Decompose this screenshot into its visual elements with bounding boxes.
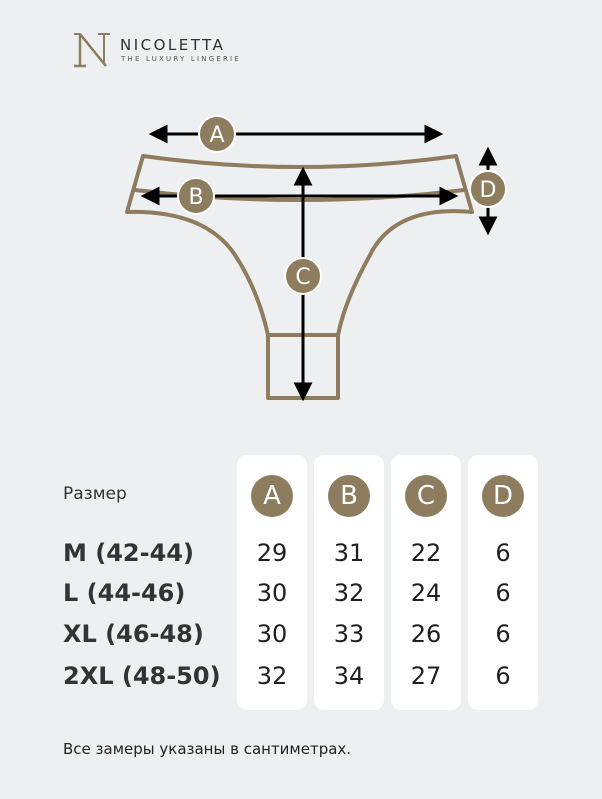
column-card-a [237, 455, 307, 710]
cell-2xl-b: 34 [333, 662, 365, 690]
cell-xl-d: 6 [495, 620, 511, 648]
column-card-b [314, 455, 384, 710]
cell-m-b: 31 [333, 539, 365, 567]
cell-m-d: 6 [495, 539, 511, 567]
diagram-label-b: B [188, 185, 204, 210]
arrow-a-left-head [152, 127, 166, 141]
column-header-c: C [405, 475, 447, 517]
cell-xl-b: 33 [333, 620, 365, 648]
diagram-label-d: D [479, 178, 497, 203]
diagram-label-c: C [295, 265, 311, 290]
size-label-xl: XL (46-48) [63, 620, 204, 648]
column-card-c [391, 455, 461, 710]
arrow-c-bottom-head [296, 384, 310, 398]
cell-2xl-c: 27 [410, 662, 442, 690]
column-header-a: A [251, 475, 293, 517]
cell-m-a: 29 [256, 539, 288, 567]
brand-name: NICOLETTA [120, 36, 226, 54]
size-label-m: M (42-44) [63, 539, 194, 567]
cell-l-c: 24 [410, 579, 442, 607]
cell-xl-c: 26 [410, 620, 442, 648]
cell-xl-a: 30 [256, 620, 288, 648]
column-card-d [468, 455, 538, 710]
measurement-footnote: Все замеры указаны в сантиметрах. [63, 740, 352, 758]
size-label-2xl: 2XL (48-50) [63, 662, 221, 690]
size-label-l: L (44-46) [63, 579, 186, 607]
brand-tagline: THE LUXURY LINGERIE [121, 55, 241, 63]
column-header-d: D [482, 475, 524, 517]
arrow-a-right-head [426, 127, 440, 141]
cell-2xl-d: 6 [495, 662, 511, 690]
arrow-c-top-head [296, 170, 310, 184]
cell-m-c: 22 [410, 539, 442, 567]
cell-l-b: 32 [333, 579, 365, 607]
cell-l-a: 30 [256, 579, 288, 607]
column-header-b: B [328, 475, 370, 517]
arrow-d-bottom-head [481, 218, 495, 232]
size-column-header: Размер [63, 484, 127, 504]
arrow-d-top-head [481, 150, 495, 164]
cell-l-d: 6 [495, 579, 511, 607]
cell-2xl-a: 32 [256, 662, 288, 690]
diagram-label-a: A [209, 123, 225, 148]
